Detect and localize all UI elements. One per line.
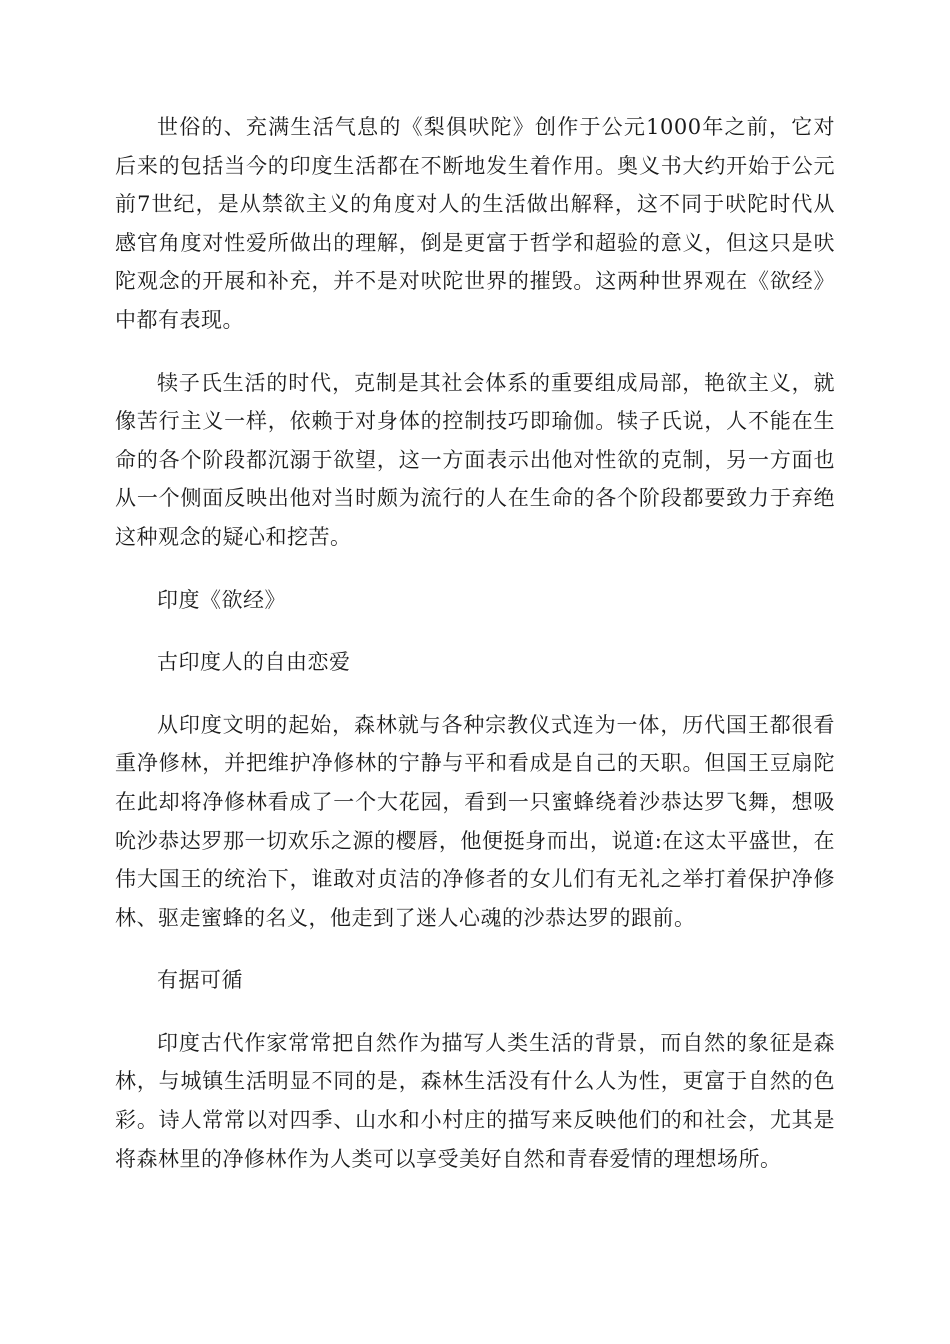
paragraph-nature-background: 印度古代作家常常把自然作为描写人类生活的背景，而自然的象征是森林，与城镇生活明显不同的是，森林生活没有什么人为性，更富于自然的色彩。诗人常常以对四季、山水和小村庄的描写来反映他们的和社会，尤其是将森林里的净修林作为人类可以享受美好自然和青春爱情的理想场所。 (115, 1030, 835, 1171)
section-heading-evidence: 有据可循 (157, 968, 243, 993)
section-heading-free-love: 古印度人的自由恋爱 (157, 650, 351, 675)
paragraph-forest-hermitage: 从印度文明的起始，森林就与各种宗教仪式连为一体，历代国王都很看重净修林，并把维护净修林的宁静与平和看成是自己的天职。但国王豆扇陀在此却将净修林看成了一个大花园，看到一只蜜蜂绕着沙恭达罗飞舞，想吸吮沙恭达罗那一切欢乐之源的樱唇，他便挺身而出，说道:在这太平盛世，在伟大国王的统治下，谁敢对贞洁的净修者的女儿们有无礼之举打着保护净修林、驱走蜜蜂的名义，他走到了迷人心魂的沙恭达罗的跟前。 (115, 712, 835, 930)
section-heading-kama-sutra: 印度《欲经》 (157, 587, 286, 612)
paragraph-rigveda-upanishads: 世俗的、充满生活气息的《梨俱吠陀》创作于公元1000年之前，它对后来的包括当今的印度生活都在不断地发生着作用。奥义书大约开始于公元前7世纪，是从禁欲主义的角度对人的生活做出解释，这不同于吠陀时代从感官角度对性爱所做出的理解，倒是更富于哲学和超验的意义，但这只是吠陀观念的开展和补充，并不是对吠陀世界的摧毁。这两种世界观在《欲经》中都有表现。 (115, 115, 835, 332)
document-page (115, 108, 835, 1202)
paragraph-vatsyayana-restraint: 犊子氏生活的时代，克制是其社会体系的重要组成局部，艳欲主义，就像苦行主义一样，依赖于对身体的控制技巧即瑜伽。犊子氏说，人不能在生命的各个阶段都沉溺于欲望，这一方面表示出他对性欲的克制，另一方面也从一个侧面反映出他对当时颇为流行的人在生命的各个阶段都要致力于弃绝这种观念的疑心和挖苦。 (115, 370, 835, 549)
